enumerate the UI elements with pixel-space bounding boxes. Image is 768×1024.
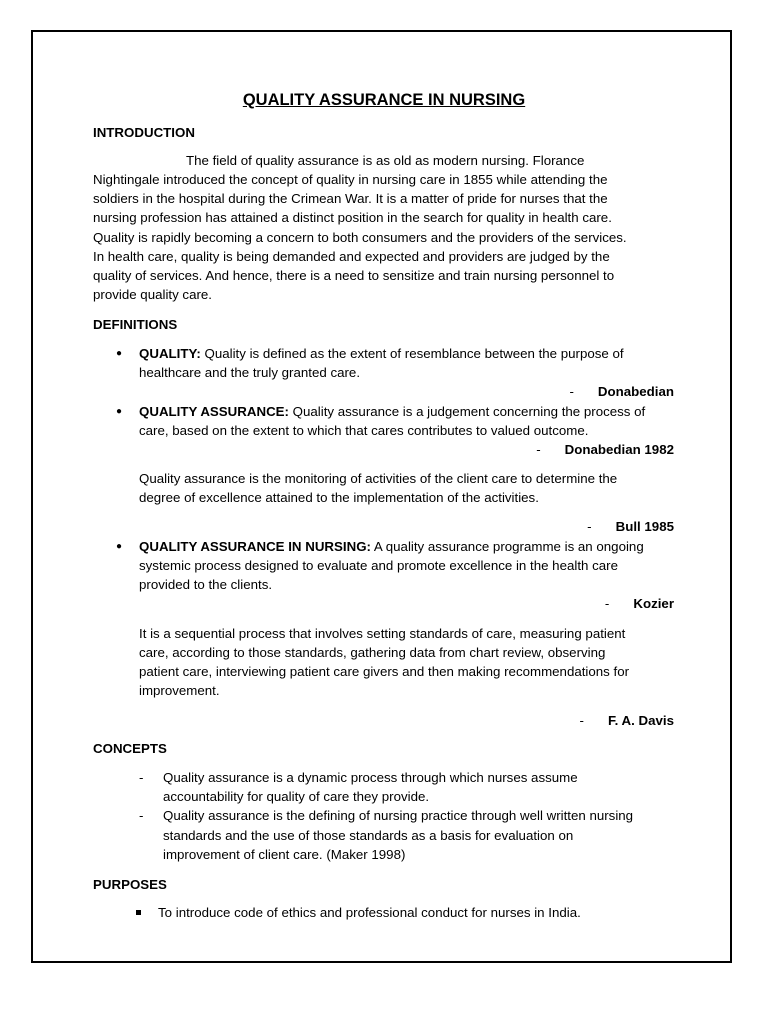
definitions-heading: DEFINITIONS — [93, 317, 178, 332]
definition-qan-extra-line-2: care, according to those standards, gathering data from chart review, observing — [139, 645, 606, 660]
definition-qan-line-2: systemic process designed to evaluate and promote excellence in the health care — [139, 558, 618, 573]
bullet-icon: ● — [116, 406, 123, 417]
bullet-icon: ● — [116, 348, 123, 359]
attribution: - Bull 1985 — [587, 519, 674, 534]
definition-quality-line-1: QUALITY: Quality is defined as the extent of resemblance between the purpose of — [139, 346, 624, 361]
definition-qa-extra-line-2: degree of excellence attained to the implementation of the activities. — [139, 490, 539, 505]
intro-line-8: provide quality care. — [93, 287, 212, 302]
definition-qa-line-1: QUALITY ASSURANCE: Quality assurance is a judgement concerning the process of — [139, 404, 646, 419]
definition-term: QUALITY: — [139, 346, 201, 361]
definition-qan-line-1: QUALITY ASSURANCE IN NURSING: A quality assurance programme is an ongoing — [139, 539, 644, 554]
definition-term: QUALITY ASSURANCE: — [139, 404, 289, 419]
concept-1-line-1: Quality assurance is a dynamic process through which nurses assume — [163, 770, 578, 785]
intro-line-3: soldiers in the hospital during the Crimean War. It is a matter of pride for nurses that the — [93, 191, 608, 206]
definition-qa-line-2: care, based on the extent to which that cares contributes to valued outcome. — [139, 423, 589, 438]
concept-2-line-3: improvement of client care. (Maker 1998) — [163, 847, 406, 862]
attribution: - Kozier — [604, 596, 674, 611]
concept-2-line-2: standards and the use of those standards as a basis for evaluation on — [163, 828, 574, 843]
intro-line-7: quality of services. And hence, there is a need to sensitize and train nursing personnel to — [93, 268, 615, 283]
document-title: QUALITY ASSURANCE IN NURSING — [242, 91, 526, 109]
bullet-icon: ● — [116, 541, 123, 552]
attribution: - Donabedian 1982 — [536, 442, 674, 457]
square-bullet-icon — [136, 910, 141, 915]
intro-line-6: In health care, quality is being demanded and expected and providers are judged by the — [93, 249, 610, 264]
purposes-heading: PURPOSES — [93, 877, 167, 892]
definition-qan-extra-line-1: It is a sequential process that involves setting standards of care, measuring patient — [139, 626, 626, 641]
intro-line-4: nursing profession has attained a distinct position in the search for quality in health care. — [93, 210, 612, 225]
dash-marker: - — [139, 808, 144, 823]
definition-qan-line-3: provided to the clients. — [139, 577, 273, 592]
definition-qan-extra-line-3: patient care, interviewing patient care givers and then making recommendations for — [139, 664, 630, 679]
introduction-heading: INTRODUCTION — [93, 125, 195, 140]
concept-2-line-1: Quality assurance is the defining of nursing practice through well written nursing — [163, 808, 634, 823]
intro-line-5: Quality is rapidly becoming a concern to both consumers and the providers of the services. — [93, 230, 627, 245]
definition-term: QUALITY ASSURANCE IN NURSING: — [139, 539, 371, 554]
purpose-item-1: To introduce code of ethics and professional conduct for nurses in India. — [158, 905, 581, 920]
definition-qan-extra-line-4: improvement. — [139, 683, 220, 698]
definition-qa-extra-line-1: Quality assurance is the monitoring of activities of the client care to determine the — [139, 471, 618, 486]
concepts-heading: CONCEPTS — [93, 741, 167, 756]
attribution: - Donabedian — [569, 384, 674, 399]
intro-line-1: The field of quality assurance is as old as modern nursing. Florance — [186, 153, 585, 168]
dash-marker: - — [139, 770, 144, 785]
attribution: - F. A. Davis — [579, 713, 674, 728]
intro-line-2: Nightingale introduced the concept of quality in nursing care in 1855 while attending the — [93, 172, 608, 187]
concept-1-line-2: accountability for quality of care they provide. — [163, 789, 430, 804]
definition-quality-line-2: healthcare and the truly granted care. — [139, 365, 361, 380]
